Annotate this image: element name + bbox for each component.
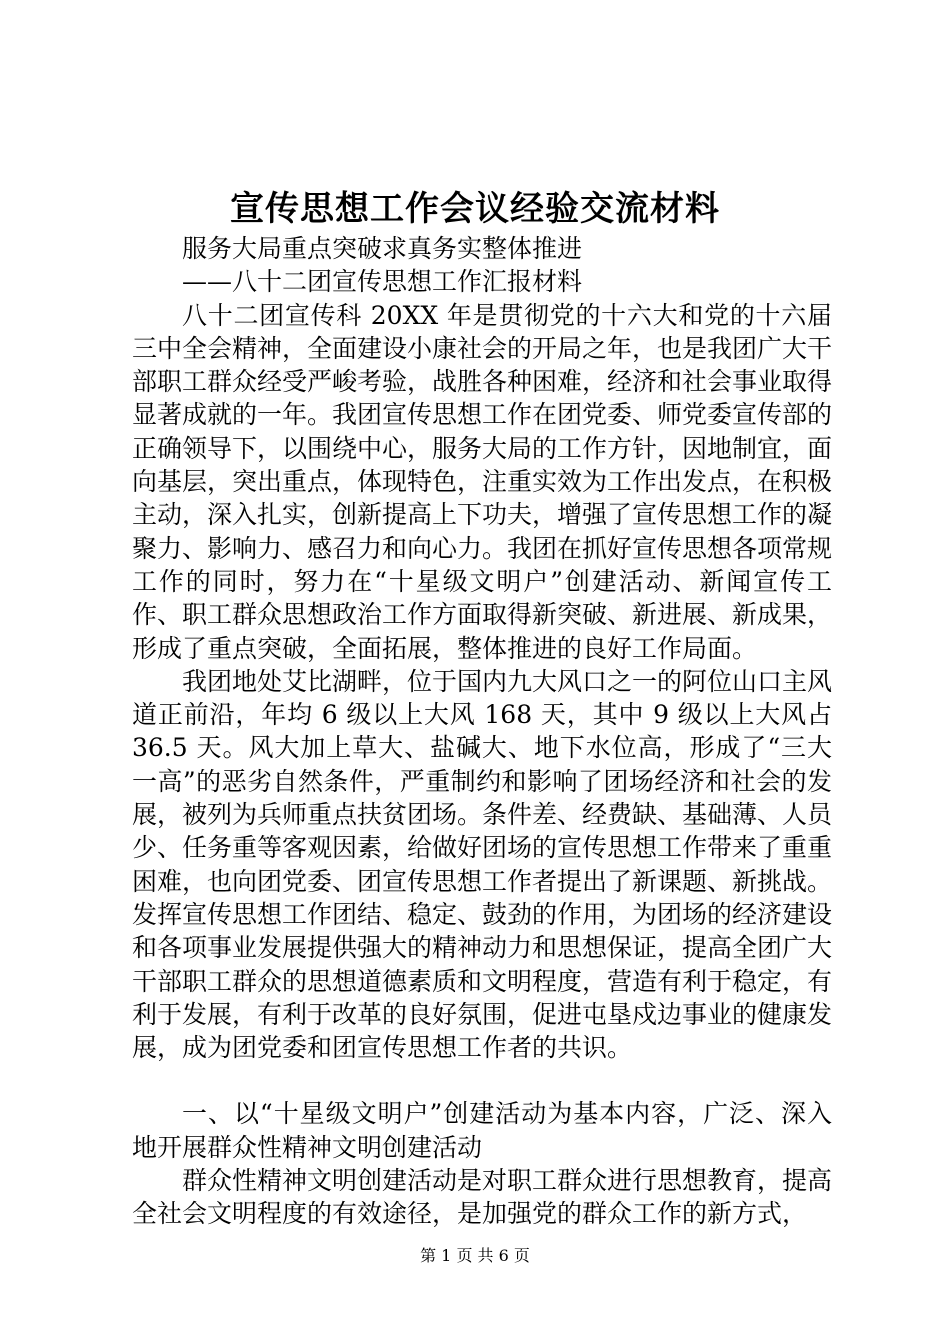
body-paragraph: 我团地处艾比湖畔，位于国内九大风口之一的阿位山口主风道正前沿，年均 6 级以上大风 168 天，其中 9 级以上大风占 36.5 天。风大加上草大、盐碱大、地下水位高，形成了“三大一高”的恶劣自然条件，严重制约和影响了团场经济和社会的发展，被列为兵师重点扶贫团场。条件差、经费缺、基础薄、人员少、任务重等客观因素，给做好团场的宣传思想工作带来了重重困难，也向团党委、团宣传思想工作者提出了新课题、新挑战。发挥宣传思想工作团结、稳定、鼓劲的作用，为团场的经济建设和各项事业发展提供强大的精神动力和思想保证，提高全团广大干部职工群众的思想道德素质和文明程度，营造有利于稳定，有利于发展，有利于改革的良好氛围，促进屯垦戍边事业的健康发展，成为团党委和团宣传思想工作者的共识。	[132, 666, 833, 1063]
page-footer: 第 1 页 共 6 页	[420, 1246, 530, 1265]
document-body	[132, 232, 832, 1231]
body-paragraph: 八十二团宣传科 20XX 年是贯彻党的十六大和党的十六届三中全会精神，全面建设小康社会的开局之年，也是我团广大干部职工群众经受严峻考验，战胜各种困难，经济和社会事业取得显著成就的一年。我团宣传思想工作在团党委、师党委宣传部的正确领导下，以围绕中心，服务大局的工作方针，因地制宜，面向基层，突出重点，体现特色，注重实效为工作出发点，在积极主动，深入扎实，创新提高上下功夫，增强了宣传思想工作的凝聚力、影响力、感召力和向心力。我团在抓好宣传思想各项常规工作的同时，努力在“十星级文明户”创建活动、新闻宣传工作、职工群众思想政治工作方面取得新突破、新进展、新成果，形成了重点突破，全面拓展，整体推进的良好工作局面。	[132, 300, 833, 663]
subtitle-line: 服务大局重点突破求真务实整体推进	[182, 234, 583, 263]
subtitle-source-line: ——八十二团宣传思想工作汇报材料	[182, 267, 583, 297]
body-paragraph: 群众性精神文明创建活动是对职工群众进行思想教育，提高全社会文明程度的有效途径，是加强党的群众工作的新方式，	[132, 1166, 833, 1229]
document-title: 宣传思想工作会议经验交流材料	[230, 189, 720, 229]
section-heading: 一、以“十星级文明户”创建活动为基本内容，广泛、深入地开展群众性精神文明创建活动	[132, 1099, 832, 1162]
